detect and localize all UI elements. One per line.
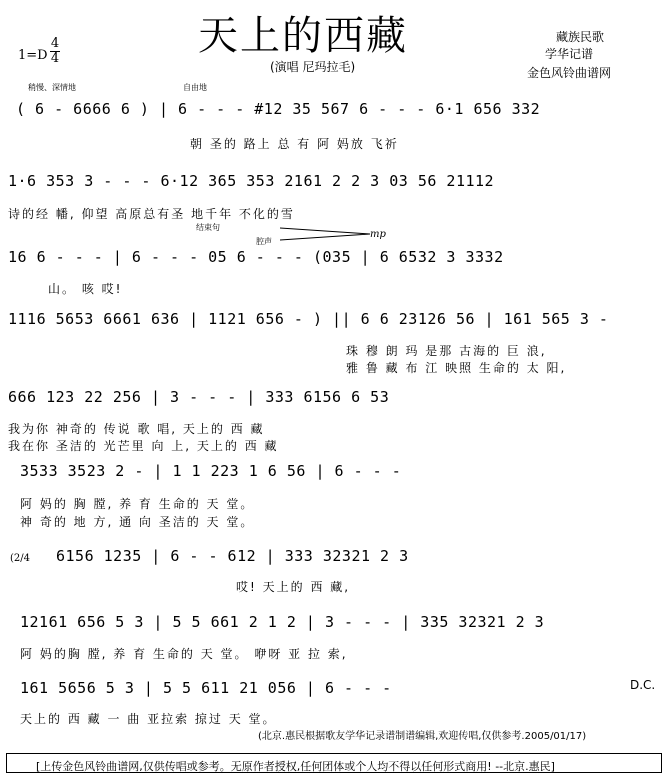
lyric-row-5b: 我在你 圣洁的 光芒里 向 上, 天上的 西 藏 <box>8 439 279 453</box>
lyric-row-6a: 阿 妈的 胸 膛, 养 育 生命的 天 堂。 <box>20 497 255 511</box>
transcriber-credit: 学华记谱 <box>545 47 594 61</box>
lyric-row-2: 诗的经 幡, 仰望 高原总有圣 地千年 不化的雪 <box>8 207 295 221</box>
notation-row-7: 6156 1235 | 6 - - 612 | 333 32321 2 3 <box>56 547 409 565</box>
notation-row-3: 16 6 - - - | 6 - - - 05 6 - - - (035 | 6 6532 3 3332 <box>8 248 504 266</box>
genre-credit: 藏族民歌 <box>556 30 605 44</box>
da-capo-marking: D.C. <box>630 678 656 692</box>
ending-marking: 结束句 <box>196 223 220 232</box>
notation-row-9: 161 5656 5 3 | 5 5 611 21 056 | 6 - - - <box>20 679 392 697</box>
footer-disclaimer: [上传金色风铃曲谱网,仅供传唱或参考。无原作者授权,任何团体或个人均不得以任何形式商用! --北京.惠民] <box>36 760 555 773</box>
breath-marking: 腔声 <box>256 237 272 246</box>
meter-change-marking: (2/4 <box>10 553 30 564</box>
site-credit: 金色风铃曲谱网 <box>527 66 612 80</box>
lyric-row-3: 山。 咳 哎! <box>48 282 123 296</box>
notation-row-6: 3533 3523 2 - | 1 1 223 1 6 56 | 6 - - - <box>20 462 402 480</box>
meter-bottom: 4 <box>50 51 60 66</box>
source-note: (北京.惠民根据歌友学华记录谱制谱编辑,欢迎传唱,仅供参考.2005/01/17) <box>258 731 587 742</box>
lyric-row-5a: 我为你 神奇的 传说 歌 唱, 天上的 西 藏 <box>8 422 265 436</box>
notation-row-1: ( 6 - 6666 6 ) | 6 - - - #12 35 567 6 - - - 6·1 656 332 <box>16 100 541 118</box>
lyric-row-7: 哎! 天上的 西 藏, <box>236 580 351 594</box>
decrescendo-hairpin <box>280 226 372 242</box>
lyric-row-4a: 珠 穆 朗 玛 是那 古海的 巨 浪, <box>346 344 547 358</box>
time-signature <box>50 38 60 65</box>
dynamic-marking: mp <box>370 229 386 240</box>
notation-row-2: 1·6 353 3 - - - 6·12 365 353 2161 2 2 3 03 56 21112 <box>8 172 495 190</box>
tempo-marking-free: 自由地 <box>183 83 207 92</box>
key-signature: 1=D <box>18 48 48 63</box>
lyric-row-9: 天上的 西 藏 一 曲 亚拉索 掠过 天 堂。 <box>20 712 277 726</box>
singer-credit: (演唱 尼玛拉毛) <box>270 60 356 74</box>
lyric-row-6b: 神 奇的 地 方, 通 向 圣洁的 天 堂。 <box>20 515 255 529</box>
tempo-marking: 稍慢、深情地 <box>28 83 76 92</box>
meter-top: 4 <box>50 36 60 51</box>
notation-row-5: 666 123 22 256 | 3 - - - | 333 6156 6 53 <box>8 388 390 406</box>
notation-row-4: 1116 5653 6661 636 | 1121 656 - ) || 6 6 23126 56 | 161 565 3 - <box>8 310 609 328</box>
notation-row-8: 12161 656 5 3 | 5 5 661 2 1 2 | 3 - - - | 335 32321 2 3 <box>20 613 545 631</box>
lyric-row-4b: 雅 鲁 藏 布 江 映照 生命的 太 阳, <box>346 361 567 375</box>
song-title: 天上的西藏 <box>198 13 408 59</box>
lyric-row-1: 朝 圣的 路上 总 有 阿 妈放 飞祈 <box>190 137 399 151</box>
lyric-row-8: 阿 妈的胸 膛, 养 育 生命的 天 堂。 咿呀 亚 拉 索, <box>20 647 348 661</box>
